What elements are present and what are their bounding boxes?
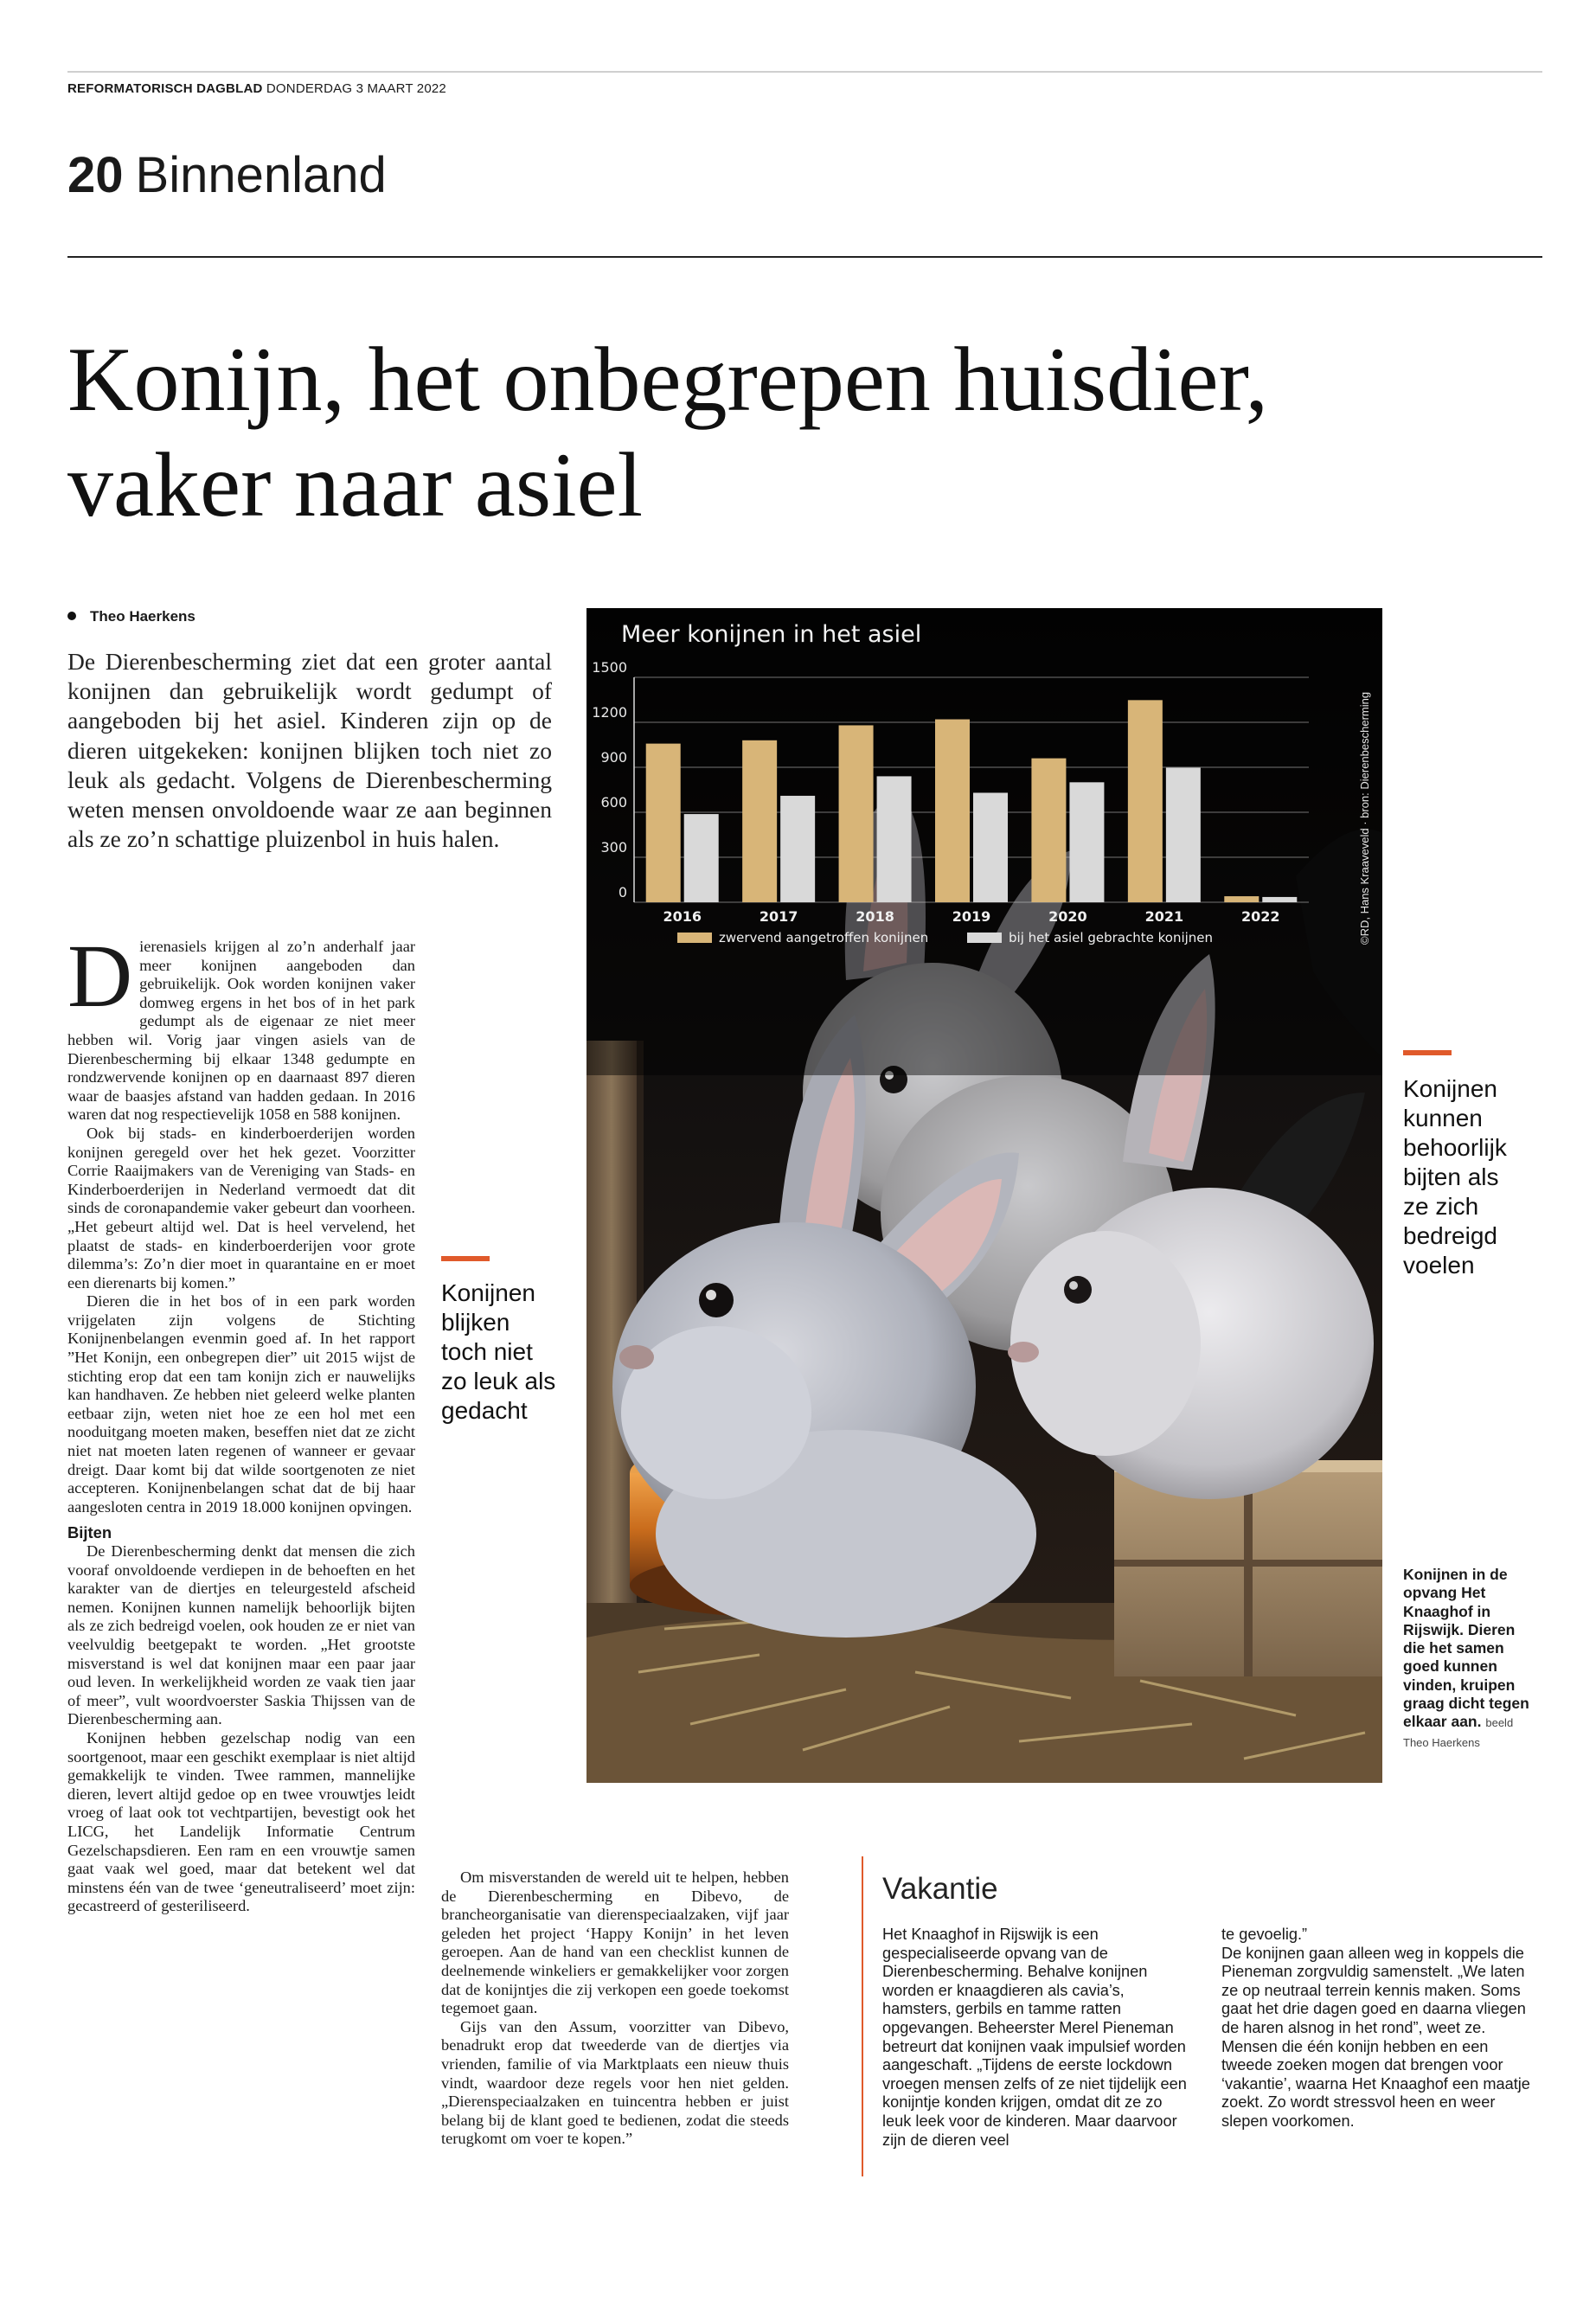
article-paragraph-6: Om misverstanden de wereld uit te helpen, hebben de Dierenbescherming en Dibevo, de brancheorganisatie van dierenspeciaalzaken, vijf jaar geleden het project ‘Happy Konijn’ in het leven geroepen. Aan de hand van een checklist kunnen de deelnemende winkeliers er gemakkelijker voor zorgen dat de konijntjes die zij verkopen een goede toekomst tegemoet gaan.: [441, 1868, 789, 2017]
chart-credit: [1355, 685, 1374, 945]
bar-2017-series-2: [780, 796, 815, 902]
bar-2016-series-2: [684, 814, 719, 902]
legend-label-1: zwervend aangetroffen konijnen: [719, 930, 929, 945]
bar-2021-series-1: [1128, 700, 1163, 902]
pullquote-left: Konijnen blijken toch niet zo leuk als gedacht: [441, 1279, 556, 1424]
sidebar-title: Vakantie: [882, 1872, 998, 1906]
x-tick-label: 2019: [952, 908, 991, 925]
masthead: [67, 81, 446, 96]
rabbit-photo: [586, 608, 1382, 1783]
y-tick-label: 300: [600, 839, 627, 856]
bar-2018-series-1: [839, 725, 874, 902]
byline-bullet-icon: [67, 612, 76, 620]
bar-2019-series-2: [973, 792, 1008, 902]
article-paragraph-2: Ook bij stads- en kinderboerderijen worden konijnen geregeld over het hek gezet. Voorzitter Corrie Raaijmakers van de Vereniging van Stads- en Kinderboerderijen in Nederland vermoedt dat dit sinds de coronapandemie vaker gebeurt dan voorheen. „Het gebeurt altijd wel. Dat is heel vervelend, het plaatst de stads- en kinderboerderijen voor grote dilemma’s: Zo’n dier moet in quarantaine en er moet een dierenarts bij komen.”: [67, 1124, 415, 1292]
top-rule: [67, 71, 1542, 73]
x-tick-label: 2017: [759, 908, 798, 925]
bar-2020-series-2: [1069, 782, 1104, 902]
section-rule: [67, 256, 1542, 258]
x-tick-label: 2020: [1048, 908, 1087, 925]
intro-lead: De Dierenbescherming ziet dat een groter aantal konijnen dan gebruikelijk wordt gedumpt of aangeboden bij het asiel. Kinderen zijn op de dieren uitgekeken: konijnen blijken toch niet zo leuk als gedacht. Volgens de Dierenbescherming weten mensen onvoldoende waar ze aan beginnen als ze zo’n schattige pluizenbol in huis halen.: [67, 648, 552, 853]
article-paragraph-4: De Dierenbescherming denkt dat mensen die zich vooraf onvoldoende verdiepen in de behoeften en het karakter van de diertjes en teleurgesteld afscheid nemen. Konijnen kunnen namelijk behoorlijk bijten als ze zich bedreigd voelen, ook houden ze er niet van veelvuldig beetgepakt te worden. „Het grootste misverstand is wel dat konijnen maar een paar jaar oud leven. In werkelijkheid worden ze vaak tien jaar of meer”, vult woordvoerster Saskia Thijssen van de Dierenbescherming aan.: [67, 1542, 415, 1728]
photo-credit: beeld Theo Haerkens: [1403, 1716, 1514, 1749]
section-name: Binnenland: [135, 147, 387, 203]
bar-2019-series-1: [935, 720, 970, 902]
photo-caption-text: Konijnen in de opvang Het Knaaghof in Rijswijk. Dieren die het samen goed kunnen vinden, kruipen graag dicht tegen elkaar aan.: [1403, 1566, 1529, 1731]
photo-caption: [1403, 1566, 1533, 1752]
masthead-paper: REFORMATORISCH DAGBLAD: [67, 81, 263, 96]
sidebar-column-1: [882, 1926, 1194, 2150]
x-tick-label: 2021: [1144, 908, 1184, 925]
y-tick-label: 1200: [592, 704, 627, 721]
article-column-1: [67, 926, 415, 1916]
sidebar-accent-line: [862, 1856, 863, 2176]
article-paragraph-1: Dierenasiels krijgen al zo’n anderhalf jaar meer konijnen aangeboden dan gebruikelijk. Ook worden konijnen vaker domweg ergens in het bos of in het park gedumpt als de eigenaar ze niet meer hebben wil. Vorig jaar vingen asiels van de Dierenbescherming bij elkaar 1348 gedumpte en rondzwervende konijnen op en daarnaast 897 dieren waar de baasjes afstand van hadden gedaan. In 2016 waren dat nog respectievelijk 1058 en 588 konijnen.: [67, 926, 415, 1124]
legend-swatch-2: [967, 933, 1002, 943]
section-header: [67, 145, 387, 206]
y-tick-label: 1500: [592, 659, 627, 676]
bar-2017-series-1: [742, 740, 777, 902]
pullquote-left-bar: [441, 1256, 490, 1261]
sidebar-text-1: Het Knaaghof in Rijswijk is een gespecialiseerde opvang van de Dierenbescherming. Behalve konijnen worden er knaagdieren als cavia’s, hamsters, gerbils en tamme ratten opgevangen. Beheerster Merel Pieneman betreurt dat konijnen vaak impulsief worden aangeschaft. „Tijdens de eerste lockdown vroegen mensen zelfs of ze niet tijdelijk een konijntje konden krijgen, omdat dit ze zo leuk leek voor de kinderen. Maar daarvoor zijn de dieren veel: [882, 1926, 1187, 2149]
chart-title: Meer konijnen in het asiel: [621, 621, 922, 648]
sidebar-column-2: [1221, 1926, 1542, 2131]
y-tick-label: 900: [600, 749, 627, 766]
bar-2022-series-1: [1224, 896, 1259, 902]
drop-cap: D: [67, 926, 133, 1026]
article-column-2: [441, 1868, 789, 2149]
y-tick-label: 0: [618, 884, 627, 901]
headline-line-2: vaker naar asiel: [67, 434, 644, 535]
bar-2018-series-2: [877, 776, 912, 902]
byline: [67, 608, 195, 625]
bar-2022-series-2: [1262, 897, 1297, 902]
pullquote-right-bar: [1403, 1050, 1452, 1055]
bar-2016-series-1: [646, 744, 681, 902]
article-paragraph-7: Gijs van den Assum, voorzitter van Dibevo, benadrukt erop dat tweederde van de diertjes via vrienden, familie of via Marktplaats een nieuw thuis vindt, waardoor deze regels voor hen niet gelden. „Dierenspeciaalzaken en tuincentra hebben er juist belang bij de klant goed te bedienen, zodat die steeds terugkomt om voer te kopen.”: [441, 2017, 789, 2148]
headline: [67, 327, 1555, 538]
chart-credit-text: ©RD, Hans Kraaveveld · bron: Dierenbescherming: [1358, 691, 1371, 945]
article-paragraph-5: Konijnen hebben gezelschap nodig van een soortgenoot, maar een geschikt exemplaar is niet altijd gemakkelijk te vinden. Twee rammen, mannelijke dieren, levert altijd gedoe op en twee vrouwtjes leidt vroeg of laat ook tot vechtpartijen, bevestigt ook het LICG, het Landelijk Informatie Centrum Gezelschapsdieren. Een ram en een vrouwtje samen gaat vaak wel goed, maar dat betekent wel dat minstens één van de twee ‘geneutraliseerd’ moet zijn: gecastreerd of gesteriliseerd.: [67, 1728, 415, 1915]
sidebar-text-2a: te gevoelig.”: [1221, 1926, 1308, 1943]
article-paragraph-3: Dieren die in het bos of in een park worden vrijgelaten zijn volgens de Stichting Konijnenbelangen evenmin goed af. In het rapport ”Het Konijn, een onbegrepen dier” uit 2015 wijst de stichting erop dat een tam konijn zich er nauwelijks kan handhaven. Ze hebben niet geleerd welke planten eetbaar zijn, weten niet hoe ze een hol met een nooduitgang moeten maken, beseffen niet dat ze zicht niet nat moeten laten regenen of wanneer er gevaar dreigt. Daar komt bij dat wilde soortgenoten ze niet accepteren. Konijnenbelangen schat dat de bij haar aangesloten centra in 2019 18.000 konijnen opvingen.: [67, 1292, 415, 1516]
bar-chart: [586, 608, 1382, 1093]
x-tick-label: 2018: [856, 908, 894, 925]
subhead-bijten: Bijten: [67, 1523, 112, 1542]
legend-swatch-1: [677, 933, 712, 943]
y-tick-label: 600: [600, 794, 627, 811]
pullquote-right: Konijnen kunnen behoorlijk bijten als ze zich bedreigd voelen: [1403, 1075, 1507, 1279]
masthead-date: DONDERDAG 3 MAART 2022: [266, 81, 446, 96]
headline-line-1: Konijn, het onbegrepen huisdier,: [67, 329, 1269, 430]
sidebar-text-2b: De konijnen gaan alleen weg in koppels die Pieneman zorgvuldig samenstelt. „We laten ze op neutraal terrein kennis maken. Soms gaat het drie dagen goed en daarna vliegen de haren alsnog in het rond”, weet ze. Mensen die één konijn hebben en een tweede zoeken mogen dat brengen voor ‘vakantie’, waarna Het Knaaghof een maatje zoekt. Zo wordt stressvol heen en weer slepen voorkomen.: [1221, 1944, 1530, 2130]
page-number: 20: [67, 147, 124, 203]
byline-author: Theo Haerkens: [90, 608, 195, 625]
bar-2020-series-1: [1031, 759, 1066, 902]
x-tick-label: 2016: [663, 908, 702, 925]
bar-2021-series-2: [1166, 768, 1201, 902]
x-tick-label: 2022: [1241, 908, 1280, 925]
legend-label-2: bij het asiel gebrachte konijnen: [1009, 930, 1214, 945]
